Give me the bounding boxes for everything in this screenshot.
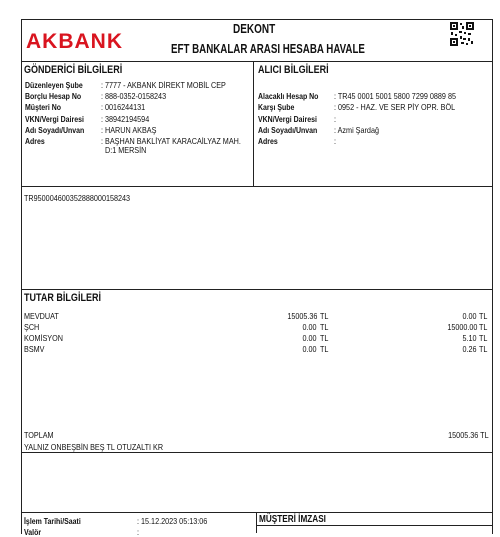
amount-row-label: BSMV	[24, 344, 45, 354]
sender-tax-label: VKN/Vergi Dairesi	[25, 114, 84, 124]
amount-row-unit2: TL	[479, 344, 488, 354]
amount-row-col2: 5.10	[462, 333, 477, 343]
sender-customer-no-value: : 0016244131	[101, 102, 146, 112]
amount-row-col1: 0.00	[302, 322, 317, 332]
receiver-address-label: Adres	[258, 136, 278, 146]
receiver-branch-value: : 0952 - HAZ. VE SER PİY OPR. BÖL	[334, 102, 456, 112]
document-subtitle: EFT BANKALAR ARASI HESABA HAVALE	[171, 42, 365, 56]
qr-code-icon	[450, 22, 474, 46]
total-divider	[21, 452, 492, 453]
sender-name-label: Adı Soyadı/Unvan	[25, 125, 85, 135]
receiver-name-value: : Azmi Şardağ	[334, 125, 379, 135]
amount-row-col2: 15000.00	[446, 322, 477, 332]
transaction-datetime-value: : 15.12.2023 05:13:06	[137, 516, 208, 526]
total-value: 15005.36 TL	[448, 430, 489, 440]
customer-signature-title: MÜŞTERİ İMZASI	[259, 514, 326, 525]
amounts-section-title: TUTAR BİLGİLERİ	[24, 292, 102, 304]
receiver-name-label: Adı Soyadı/Unvan	[258, 125, 318, 135]
document-title: DEKONT	[233, 22, 276, 36]
sender-account-label: Borçlu Hesap No	[25, 91, 82, 101]
amount-row-unit1: TL	[320, 333, 329, 343]
receiver-tax-value: :	[334, 114, 337, 124]
amount-row-unit1: TL	[320, 344, 329, 354]
amount-row-col2: 0.26	[462, 344, 477, 354]
transaction-datetime-label: İşlem Tarihi/Saati	[24, 516, 81, 526]
total-label: TOPLAM	[24, 430, 54, 440]
sender-account-value: : 888-0352-0158243	[101, 91, 167, 101]
sender-customer-no-label: Müşteri No	[25, 102, 62, 112]
description-text: TR950004600352888000158243	[24, 193, 131, 203]
amount-row-label: KOMİSYON	[24, 333, 63, 343]
amount-row-col1: 0.00	[302, 333, 317, 343]
valor-label: Valör	[24, 527, 42, 537]
amounts-top-divider	[21, 289, 492, 290]
sender-address-label: Adres	[25, 136, 45, 146]
amount-row-unit1: TL	[320, 311, 329, 321]
valor-value: :	[137, 527, 140, 537]
sender-name-value: : HARUN AKBAŞ	[101, 125, 157, 135]
amount-row-unit2: TL	[479, 333, 488, 343]
akbank-logo: AKBANK	[26, 30, 123, 53]
amount-row-label: MEVDUAT	[24, 311, 59, 321]
receiver-branch-label: Karşı Şube	[258, 102, 295, 112]
receiver-address-value: :	[334, 136, 337, 146]
sender-branch-value: : 7777 - AKBANK DİREKT MOBİL CEP	[101, 80, 226, 90]
amount-row-unit2: TL	[479, 322, 488, 332]
amount-row-col1: 15005.36	[286, 311, 317, 321]
sender-address-value: : BAŞHAN BAKLİYAT KARACAİLYAZ MAH.	[101, 136, 241, 146]
header-divider	[21, 61, 492, 62]
amount-row-label: ŞCH	[24, 322, 40, 332]
sender-tax-value: : 38942194594	[101, 114, 150, 124]
sender-branch-label: Düzenleyen Şube	[25, 80, 83, 90]
sender-section-title: GÖNDERİCİ BİLGİLERİ	[24, 64, 123, 76]
sender-address-line2: D:1 MERSİN	[105, 145, 147, 155]
amount-row-unit1: TL	[320, 322, 329, 332]
signature-divider	[256, 525, 492, 526]
amount-row-col2: 0.00	[462, 311, 477, 321]
amount-row-col1: 0.00	[302, 344, 317, 354]
total-in-words: YALNIZ ONBEŞBİN BEŞ TL OTUZALTI KR	[24, 442, 164, 452]
party-divider	[253, 61, 254, 186]
footer-divider	[256, 512, 257, 533]
description-top-divider	[21, 186, 492, 187]
receiver-section-title: ALICI BİLGİLERİ	[258, 64, 329, 76]
receiver-account-label: Alacaklı Hesap No	[258, 91, 319, 101]
amount-row-unit2: TL	[479, 311, 488, 321]
receiver-tax-label: VKN/Vergi Dairesi	[258, 114, 317, 124]
receiver-account-value: : TR45 0001 5001 5800 7299 0889 85	[334, 91, 457, 101]
